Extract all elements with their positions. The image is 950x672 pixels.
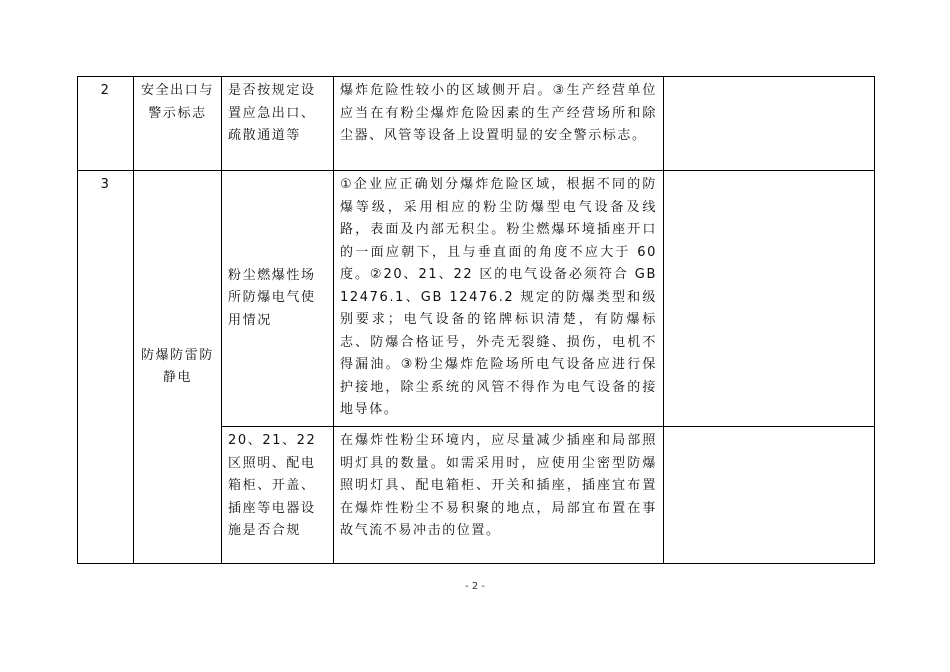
row-number: 3 xyxy=(78,171,134,564)
check-content: 是否按规定设置应急出口、疏散通道等 xyxy=(222,77,334,171)
check-content: 粉尘燃爆性场所防爆电气使用情况 xyxy=(222,171,334,427)
check-content: 20、21、22 区照明、配电箱柜、开盖、插座等电器设施是否合规 xyxy=(222,427,334,564)
inspection-table xyxy=(77,76,875,564)
check-standard: 在爆炸性粉尘环境内，应尽量减少插座和局部照明灯具的数量。如需采用时，应使用尘密型防爆照明灯具、配电箱柜、开关和插座，插座宜布置在爆炸性粉尘不易积聚的地点，局部宜布置在事故气流不易冲击的位置。 xyxy=(334,427,664,564)
table-row xyxy=(78,171,875,427)
check-item: 安全出口与警示标志 xyxy=(134,77,222,171)
check-result xyxy=(664,77,875,171)
check-result xyxy=(664,171,875,427)
table-row xyxy=(78,77,875,171)
check-result xyxy=(664,427,875,564)
check-standard: 爆炸危险性较小的区域侧开启。③生产经营单位应当在有粉尘爆炸危险因素的生产经营场所和除尘器、风管等设备上设置明显的安全警示标志。 xyxy=(334,77,664,171)
page-number: - 2 - xyxy=(465,581,485,592)
check-item: 防爆防雷防静电 xyxy=(134,171,222,564)
row-number: 2 xyxy=(78,77,134,171)
check-standard: ①企业应正确划分爆炸危险区域，根据不同的防爆等级，采用相应的粉尘防爆型电气设备及线路，表面及内部无积尘。粉尘燃爆环境插座开口的一面应朝下，且与垂直面的角度不应大于 60 度。②20、21、22 区的电气设备必须符合 GB 12476.1、GB 12476.2 规定的防爆类型和级别要求；电气设备的铭牌标识清楚，有防爆标志、防爆合格证号，外壳无裂缝、损伤，电机不得漏油。③粉尘爆炸危险场所电气设备应进行保护接地，除尘系统的风管不得作为电气设备的接地导体。 xyxy=(334,171,664,427)
